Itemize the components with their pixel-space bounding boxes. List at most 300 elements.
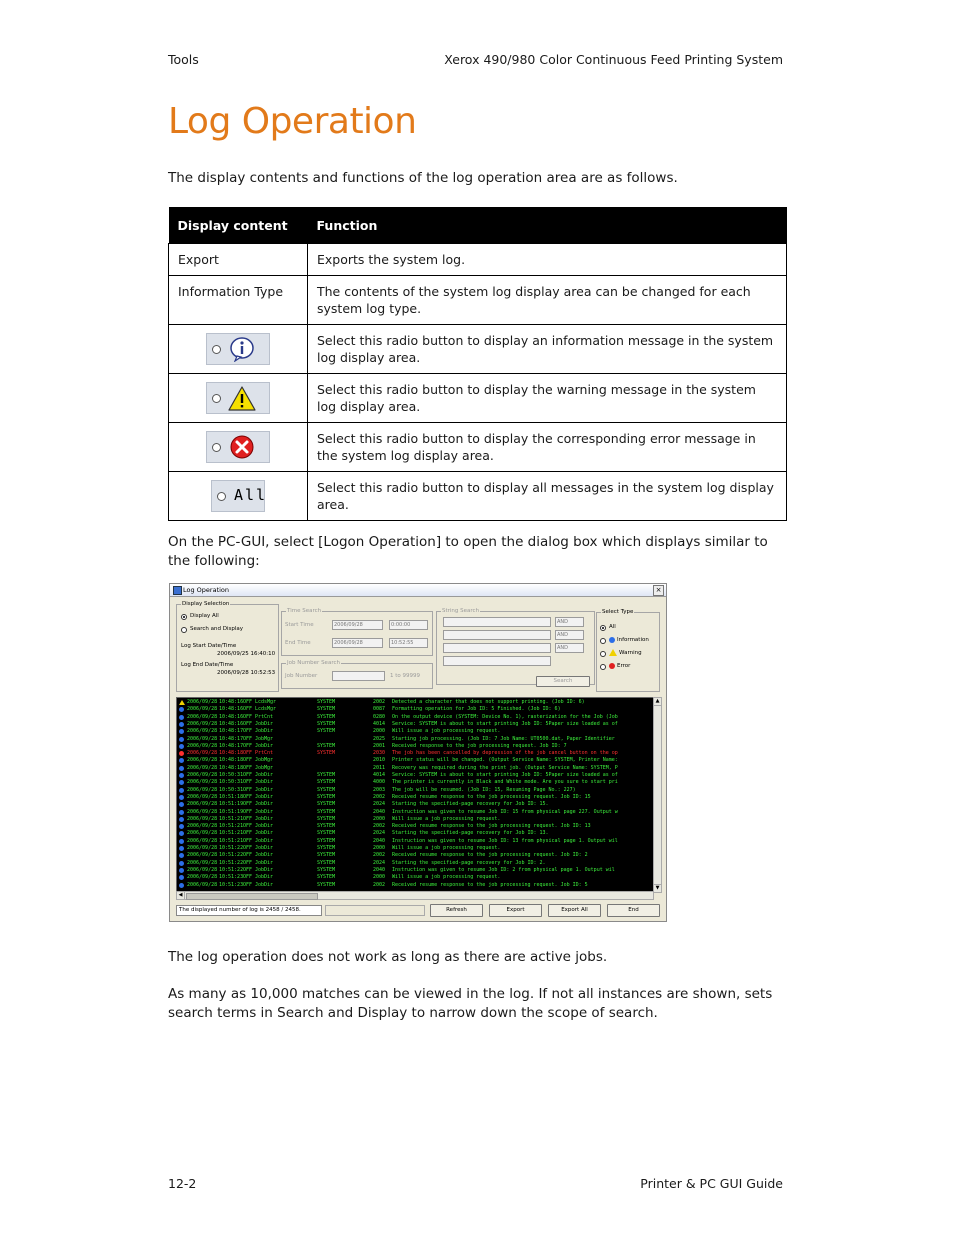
string-search-field-2[interactable] (443, 630, 551, 640)
time-search-label: Time Search (287, 608, 322, 614)
log-cell: 2001 (373, 742, 386, 749)
log-cell: 2011 (373, 764, 386, 771)
log-cell: 10:51:22 (219, 852, 244, 859)
log-cell: 10:50:31 (219, 779, 244, 786)
log-cell: OFF (243, 772, 253, 778)
job-number-search-group (281, 660, 433, 689)
log-cell: SYSTEM (317, 801, 336, 808)
info-icon (179, 707, 184, 712)
log-cell: OFF (243, 881, 253, 888)
log-cell: JobDir (255, 823, 274, 830)
table-cell-function: Select this radio button to display the warning message in the system log display area. (308, 374, 787, 423)
info-icon (179, 788, 184, 793)
string-search-label: String Search (442, 608, 480, 614)
all-label: All (234, 486, 268, 504)
log-cell: SYSTEM (317, 866, 336, 873)
log-cell: 10:51:18 (219, 793, 244, 800)
footer-page-number: 12-2 (168, 1176, 197, 1191)
log-cell: OFF (243, 830, 253, 837)
export-all-button[interactable]: Export All (548, 904, 601, 917)
log-cell: 2002 (373, 793, 386, 800)
log-cell: JobDir (255, 793, 274, 800)
log-cell: SYSTEM (317, 720, 336, 727)
log-row[interactable] (177, 801, 653, 808)
type-information-radio[interactable] (600, 638, 606, 644)
log-cell: JobDir (255, 786, 274, 793)
error-radio-icon (206, 431, 270, 463)
log-start-value: 2006/09/25 16:40:10 (217, 651, 276, 657)
table-cell-function: Select this radio button to display all messages in the system log display area. (308, 472, 787, 521)
log-cell: OFF (243, 793, 253, 800)
warning-icon (179, 700, 185, 705)
table-cell-icon (169, 472, 308, 521)
log-row[interactable] (177, 830, 653, 837)
log-cell: 10:51:22 (219, 845, 244, 851)
log-cell: 2006/09/28 (187, 845, 218, 851)
table-cell-icon (169, 423, 308, 472)
note-active-jobs: The log operation does not work as long as there are active jobs. (168, 949, 608, 965)
log-cell: 10:50:31 (219, 772, 244, 778)
log-cell: 10:51:23 (219, 881, 244, 888)
log-cell: Instruction was given to resume Job ID: 2 from physical page 1. Output wil (392, 866, 615, 873)
log-row[interactable] (177, 779, 653, 786)
log-cell: 2006/09/28 (187, 815, 218, 822)
type-error-label: Error (617, 663, 631, 669)
log-row[interactable] (177, 882, 653, 889)
vertical-scrollbar[interactable] (653, 697, 662, 893)
end-button[interactable]: End (607, 904, 660, 917)
log-cell: SYSTEM (317, 874, 336, 881)
display-content-table (168, 207, 787, 521)
log-cell: Formatting operation for Job ID: 5 Finished. (Job ID: 6) (392, 706, 561, 713)
log-cell: PrtCnt (255, 713, 274, 720)
info-icon (179, 758, 184, 763)
log-cell: 10:48:18 (219, 750, 244, 757)
log-cell: Received resume response to the job processing request. Job ID: 15 (392, 793, 591, 800)
log-row[interactable] (177, 706, 653, 713)
log-cell: 2006/09/28 (187, 757, 218, 764)
log-cell: 10:51:21 (219, 823, 244, 830)
log-cell: 10:48:17 (219, 735, 244, 742)
type-warning-label: Warning (619, 650, 642, 656)
type-all-radio[interactable] (600, 625, 606, 631)
table-cell-function: Select this radio button to display an information message in the system log display area. (308, 325, 787, 374)
log-cell: JobDir (255, 808, 274, 815)
log-cell: 2006/09/28 (187, 823, 218, 830)
job-number-range: 1 to 99999 (390, 673, 421, 679)
info-icon (179, 883, 184, 888)
log-cell: OFF (243, 720, 253, 727)
log-cell: 2040 (373, 866, 386, 873)
log-cell: 2024 (373, 859, 386, 866)
log-start-label: Log Start Date/Time (181, 643, 237, 649)
info-icon (179, 802, 184, 807)
log-cell: 2000 (373, 874, 386, 881)
log-row[interactable] (177, 728, 653, 735)
log-cell: On the output device (SYSTEM: Device No. 1), rasterization for the Job (Job (392, 713, 618, 720)
log-row[interactable] (177, 838, 653, 845)
log-cell: JobDir (255, 837, 274, 844)
log-cell: OFF (243, 874, 253, 881)
table-row (169, 244, 787, 276)
info-icon (179, 773, 184, 778)
log-cell: 2024 (373, 830, 386, 837)
warning-icon (609, 649, 617, 656)
log-cell: 10:48:16 (219, 699, 244, 705)
log-row[interactable] (177, 860, 653, 867)
log-cell: OFF (243, 779, 253, 786)
table-cell-icon (169, 374, 308, 423)
log-row[interactable] (177, 743, 653, 750)
dialog-title: Log Operation (183, 586, 230, 594)
log-cell: SYSTEM (317, 793, 336, 800)
log-cell: 4014 (373, 720, 386, 727)
log-row[interactable] (177, 787, 653, 794)
log-cell: OFF (243, 815, 253, 822)
error-icon (609, 663, 615, 669)
log-cell: Service: SYSTEM is about to start printing Job ID: 5Paper size loaded as of (392, 772, 618, 778)
log-row[interactable] (177, 750, 653, 757)
log-cell: SYSTEM (317, 742, 336, 749)
info-icon (179, 744, 184, 749)
log-cell: SYSTEM (317, 786, 336, 793)
log-cell: 2006/09/28 (187, 830, 218, 837)
log-cell: JobDir (255, 720, 274, 727)
log-cell: 10:51:21 (219, 830, 244, 837)
log-cell: 10:48:18 (219, 757, 244, 764)
log-cell: LcdsMgr (255, 699, 277, 705)
log-cell: 2002 (373, 881, 386, 888)
log-cell: SYSTEM (317, 830, 336, 837)
log-cell: 2006/09/28 (187, 874, 218, 881)
scroll-left-icon[interactable]: ◀ (177, 892, 185, 899)
info-icon (179, 831, 184, 836)
end-time-label: End Time (285, 640, 311, 646)
display-all-radio[interactable] (181, 614, 187, 620)
log-cell: OFF (243, 699, 253, 705)
close-button[interactable]: × (653, 585, 664, 596)
log-cell: 2040 (373, 837, 386, 844)
log-cell: OFF (243, 757, 253, 764)
log-cell: SYSTEM (317, 706, 336, 713)
info-icon (179, 875, 184, 880)
window-icon (173, 586, 182, 595)
log-cell: JobDir (255, 845, 274, 851)
log-cell: JobDir (255, 874, 274, 881)
log-cell: Instruction was given to resume Job ID: 13 from physical page 1. Output wil (392, 837, 618, 844)
log-cell: 10:48:16 (219, 720, 244, 727)
log-cell: 10:48:16 (219, 706, 244, 713)
log-cell: OFF (243, 859, 253, 866)
log-cell: 4014 (373, 772, 386, 778)
log-cell: 2006/09/28 (187, 764, 218, 771)
log-cell: Printer status will be changed. (Output Service Name: SYSTEM, Printer Name: (392, 757, 618, 764)
log-cell: 2010 (373, 757, 386, 764)
log-cell: SYSTEM (317, 881, 336, 888)
log-cell: 10:51:23 (219, 874, 244, 881)
log-cell: 2000 (373, 728, 386, 735)
table-row (169, 423, 787, 472)
start-date-field[interactable]: 2006/09/28 (332, 620, 383, 630)
log-cell: PrtCnt (255, 750, 274, 757)
page-title: Log Operation (168, 101, 417, 142)
log-cell: 2003 (373, 786, 386, 793)
log-cell: 2025 (373, 735, 386, 742)
log-end-value: 2006/09/28 10:52:53 (217, 670, 276, 676)
log-row[interactable] (177, 757, 653, 764)
log-cell: 2030 (373, 750, 386, 757)
log-cell: Starting the specified-page recovery for Job ID: 15. (392, 801, 549, 808)
log-row[interactable] (177, 867, 653, 874)
log-cell: 0087 (373, 706, 386, 713)
refresh-button[interactable]: Refresh (430, 904, 483, 917)
log-cell: SYSTEM (317, 728, 336, 735)
running-header-section: Tools (168, 52, 199, 67)
string-op-3[interactable]: AND (555, 643, 584, 653)
footer-guide-title: Printer & PC GUI Guide (640, 1176, 783, 1191)
log-cell: Will issue a job processing request. (392, 728, 501, 735)
job-number-label: Job Number (285, 673, 318, 679)
log-cell: JobDir (255, 830, 274, 837)
string-op-2[interactable]: AND (555, 630, 584, 640)
log-row[interactable] (177, 714, 653, 721)
log-cell: OFF (243, 728, 253, 735)
log-cell: SYSTEM (317, 772, 336, 778)
log-cell: JobMgr (255, 764, 274, 771)
start-time-field[interactable]: 0:00:00 (389, 620, 428, 630)
info-icon (179, 868, 184, 873)
info-icon (179, 853, 184, 858)
log-cell: 2006/09/28 (187, 837, 218, 844)
display-selection-group (176, 601, 279, 692)
log-cell: 2006/09/28 (187, 706, 218, 713)
log-cell: 2024 (373, 801, 386, 808)
log-cell: JobDir (255, 779, 274, 786)
log-cell: 2006/09/28 (187, 808, 218, 815)
all-radio-icon (211, 480, 268, 512)
log-cell: OFF (243, 786, 253, 793)
display-selection-label: Display Selection (182, 601, 230, 607)
log-cell: The printer is currently in Black and White mode. Are you sure to start pri (392, 779, 618, 786)
log-row[interactable] (177, 699, 653, 706)
log-cell: SYSTEM (317, 852, 336, 859)
log-cell: OFF (243, 750, 253, 757)
log-cell: SYSTEM (317, 713, 336, 720)
note-match-limit: As many as 10,000 matches can be viewed in the log. If not all instances are shown, sets search terms in Search and Display to narrow down the scope of search. (168, 986, 773, 1021)
info-radio-icon (206, 333, 270, 365)
export-button[interactable]: Export (489, 904, 542, 917)
string-search-field-4[interactable] (443, 656, 551, 666)
log-cell: 2006/09/28 (187, 801, 218, 808)
log-row[interactable] (177, 874, 653, 881)
info-icon (179, 729, 184, 734)
log-cell: SYSTEM (317, 823, 336, 830)
log-cell: JobDir (255, 742, 274, 749)
log-cell: Detected a character that does not support printing. (Job ID: 6) (392, 699, 585, 705)
info-icon (179, 817, 184, 822)
log-cell: SYSTEM (317, 750, 336, 757)
type-warning-radio[interactable] (600, 651, 606, 657)
log-cell: 2040 (373, 808, 386, 815)
log-cell: 2006/09/28 (187, 735, 218, 742)
string-search-field-3[interactable] (443, 643, 551, 653)
log-cell: SYSTEM (317, 815, 336, 822)
log-cell: JobDir (255, 881, 274, 888)
dialog-titlebar (170, 584, 666, 597)
log-cell: 2000 (373, 845, 386, 851)
log-cell: 2006/09/28 (187, 720, 218, 727)
log-cell: LcdsMgr (255, 706, 277, 713)
log-cell: SYSTEM (317, 859, 336, 866)
table-cell-function: The contents of the system log display area can be changed for each system log type. (308, 276, 787, 325)
log-cell: 10:51:21 (219, 837, 244, 844)
log-cell: Service: SYSTEM is about to start printing Job ID: 5Paper size loaded as of (392, 720, 618, 727)
table-cell-content: Information Type (169, 276, 308, 325)
log-cell: 2006/09/28 (187, 742, 218, 749)
log-row[interactable] (177, 765, 653, 772)
log-cell: 2006/09/28 (187, 713, 218, 720)
log-cell: Received response to the job processing request. Job ID: 7 (392, 742, 567, 749)
string-search-group (436, 608, 595, 685)
start-time-label: Start Time (285, 622, 314, 628)
log-cell: 2006/09/28 (187, 859, 218, 866)
log-cell: Starting the specified-page recovery for Job ID: 13. (392, 830, 549, 837)
table-cell-function: Select this radio button to display the corresponding error message in the system log display area. (308, 423, 787, 472)
type-error-radio[interactable] (600, 664, 606, 670)
status-text: The displayed number of log is 2458 / 2458. (176, 905, 322, 916)
search-and-display-label: Search and Display (190, 626, 244, 632)
log-cell: 10:51:19 (219, 801, 244, 808)
scroll-thumb[interactable] (186, 893, 318, 900)
log-cell: SYSTEM (317, 837, 336, 844)
log-cell: 2006/09/28 (187, 728, 218, 735)
log-cell: 2006/09/28 (187, 779, 218, 786)
type-information-label: Information (617, 637, 649, 643)
table-row (169, 472, 787, 521)
log-row[interactable] (177, 823, 653, 830)
log-cell: 2002 (373, 699, 386, 705)
table-header-function: Function (308, 207, 787, 244)
log-cell: OFF (243, 801, 253, 808)
log-row[interactable] (177, 845, 653, 852)
log-cell: Starting job processing. (Job ID: 7 Job Name: UT0500.dat, Paper Identifier (392, 735, 615, 742)
log-cell: 10:48:17 (219, 742, 244, 749)
log-cell: OFF (243, 852, 253, 859)
log-cell: 2002 (373, 852, 386, 859)
display-all-label: Display All (190, 613, 219, 619)
log-row[interactable] (177, 736, 653, 743)
log-cell: SYSTEM (317, 779, 336, 786)
horizontal-scrollbar[interactable] (176, 891, 654, 900)
log-row[interactable] (177, 721, 653, 728)
log-cell: Received resume response to the job processing request. Job ID: 13 (392, 823, 591, 830)
table-row (169, 325, 787, 374)
log-cell: 10:51:22 (219, 859, 244, 866)
end-date-field[interactable]: 2006/09/28 (332, 638, 383, 648)
log-cell: 2002 (373, 823, 386, 830)
log-cell: SYSTEM (317, 699, 336, 705)
string-op-1[interactable]: AND (555, 617, 584, 627)
log-cell: Received resume response to the job processing request. Job ID: 2 (392, 852, 588, 859)
table-row (169, 276, 787, 325)
log-cell: JobDir (255, 815, 274, 822)
select-type-group (596, 609, 660, 692)
log-cell: 10:51:19 (219, 808, 244, 815)
job-number-field[interactable] (332, 671, 385, 681)
scroll-down-icon[interactable]: ▼ (655, 885, 660, 891)
running-header-product: Xerox 490/980 Color Continuous Feed Printing System (444, 52, 783, 67)
log-cell: JobMgr (255, 735, 274, 742)
log-cell: 2006/09/28 (187, 852, 218, 859)
job-number-search-label: Job Number Search (287, 660, 340, 666)
instruction-paragraph: On the PC-GUI, select [Logon Operation] to open the dialog box which displays similar to the following: (168, 534, 768, 569)
log-cell: SYSTEM (317, 845, 336, 851)
search-button[interactable]: Search (536, 676, 590, 687)
log-cell: JobDir (255, 852, 274, 859)
time-search-group (281, 608, 433, 656)
log-cell: OFF (243, 713, 253, 720)
info-icon (179, 861, 184, 866)
log-cell: Recovery was required during the print job. (Output Service Name: SYSTEM, P (392, 764, 618, 771)
info-icon (179, 737, 184, 742)
log-cell: 10:50:31 (219, 786, 244, 793)
select-type-label: Select Type (602, 609, 634, 615)
log-cell: 2000 (373, 815, 386, 822)
warning-radio-icon (206, 382, 270, 414)
info-icon (609, 637, 615, 643)
info-icon (179, 846, 184, 851)
search-and-display-radio[interactable] (181, 627, 187, 633)
log-cell: OFF (243, 823, 253, 830)
log-cell: 2006/09/28 (187, 786, 218, 793)
scroll-up-icon[interactable]: ▲ (655, 698, 660, 704)
table-cell-icon (169, 325, 308, 374)
log-row[interactable] (177, 809, 653, 816)
info-icon (179, 824, 184, 829)
log-cell: JobDir (255, 728, 274, 735)
log-list[interactable] (176, 697, 654, 893)
log-cell: 2006/09/28 (187, 866, 218, 873)
log-row[interactable] (177, 852, 653, 859)
log-cell: 10:51:21 (219, 815, 244, 822)
log-cell: 0280 (373, 713, 386, 720)
info-icon (179, 839, 184, 844)
end-time-field[interactable]: 10:52:55 (389, 638, 428, 648)
log-row[interactable] (177, 816, 653, 823)
log-cell: JobDir (255, 859, 274, 866)
string-search-field-1[interactable] (443, 617, 551, 627)
log-cell: OFF (243, 735, 253, 742)
log-cell: OFF (243, 845, 253, 851)
log-row[interactable] (177, 772, 653, 779)
log-cell: 2006/09/28 (187, 772, 218, 778)
log-cell: 10:48:17 (219, 728, 244, 735)
log-operation-dialog (169, 583, 667, 922)
log-cell: OFF (243, 764, 253, 771)
log-row[interactable] (177, 794, 653, 801)
log-cell: OFF (243, 706, 253, 713)
log-cell: Will issue a job processing request. (392, 815, 501, 822)
status-progress-field (325, 905, 425, 916)
log-cell: Will issue a job processing request. (392, 874, 501, 881)
log-cell: Instruction was given to resume Job ID: 15 from physical page 227. Output w (392, 808, 618, 815)
log-cell: JobMgr (255, 757, 274, 764)
log-cell: 10:48:18 (219, 764, 244, 771)
log-end-label: Log End Date/Time (181, 662, 234, 668)
log-cell: JobDir (255, 801, 274, 808)
log-cell: The job has been cancelled by depression of the job cancel button on the op (392, 750, 618, 757)
log-cell: SYSTEM (317, 808, 336, 815)
